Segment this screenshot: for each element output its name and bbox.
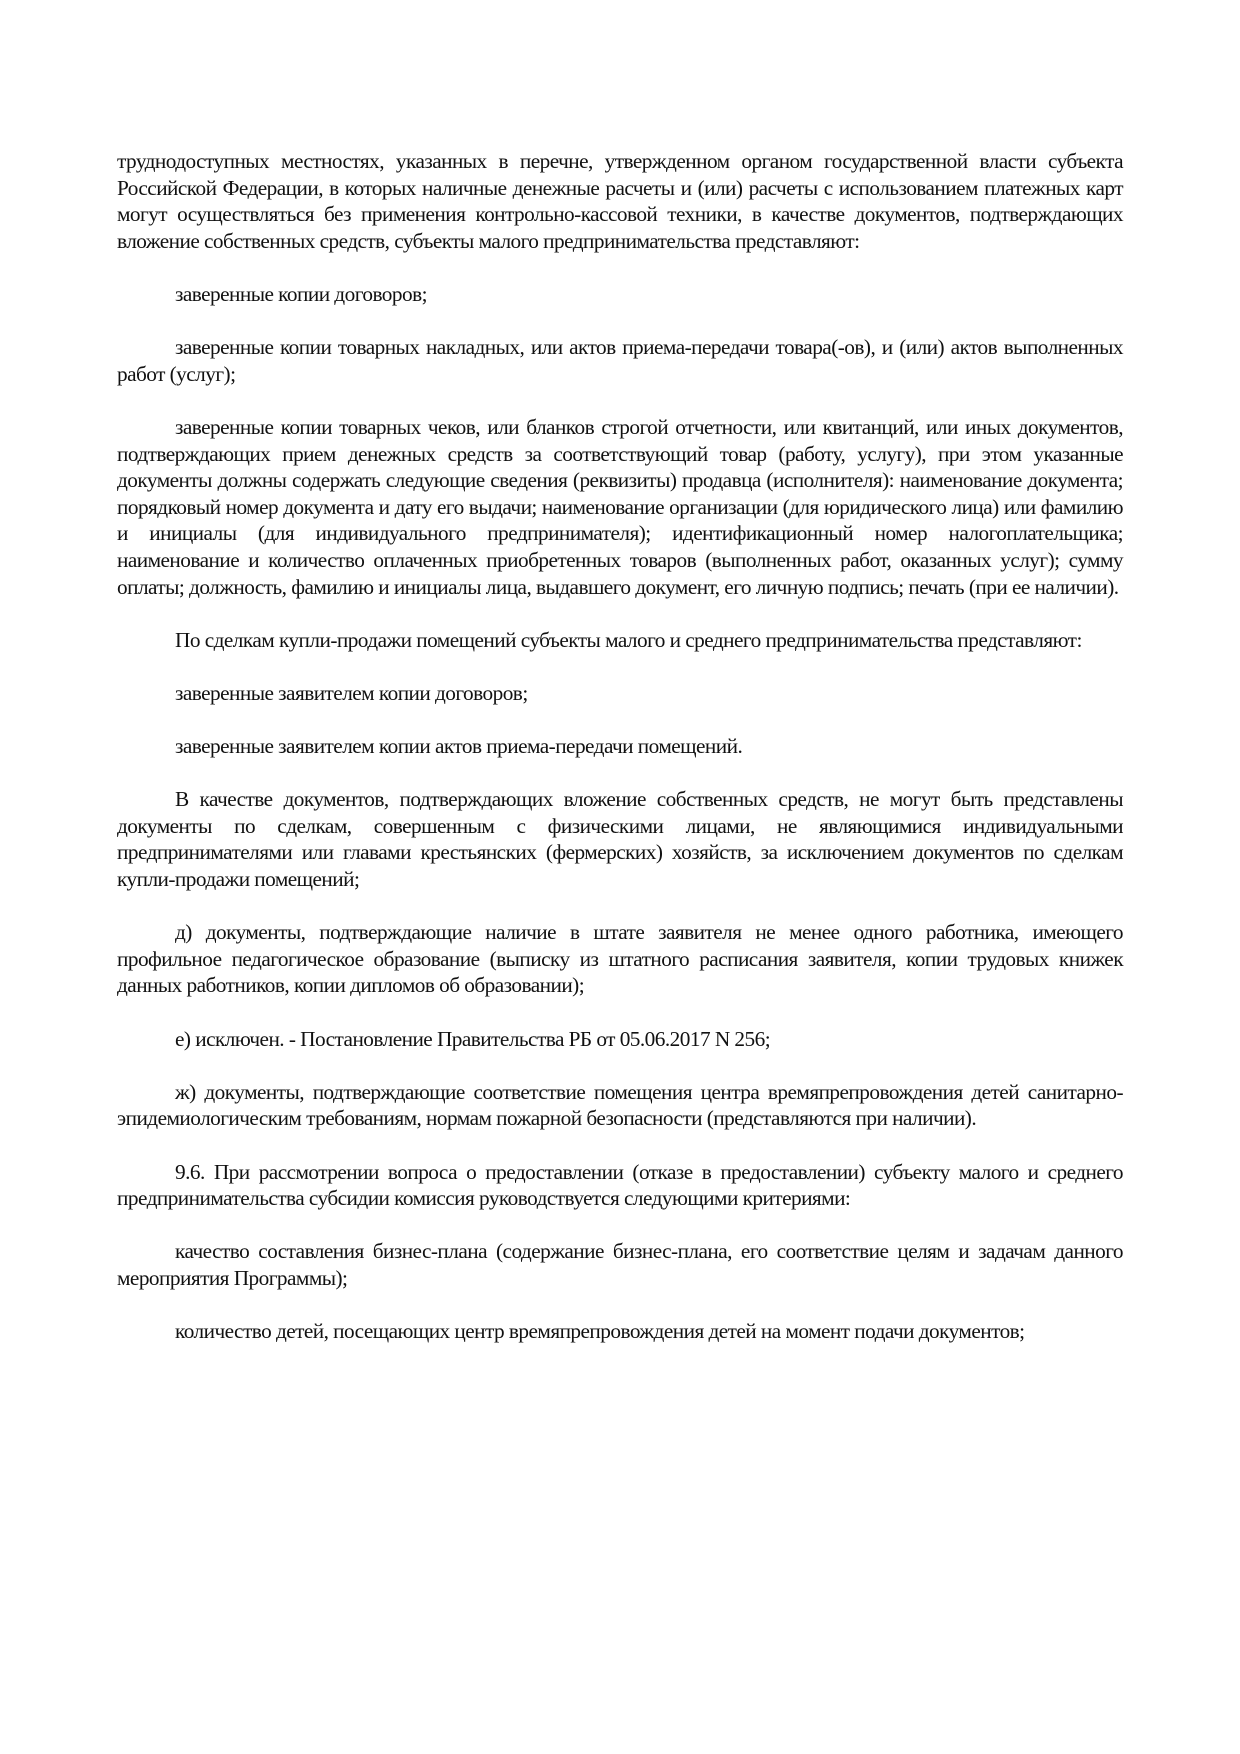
paragraph-continuation: труднодоступных местностях, указанных в перечне, утвержденном органом государственной власти субъекта Российской Федерации, в которых наличные денежные расчеты и (или) расчеты с использованием платежных карт могут осуществляться без применения контрольно-кассовой техники, в качестве документов, подтверждающих вложение собственных средств, субъекты малого предпринимательства представляют: (117, 149, 1123, 253)
paragraph-item-e: е) исключен. - Постановление Правительства РБ от 05.06.2017 N 256; (175, 1026, 771, 1051)
paragraph-list-item: заверенные копии товарных накладных, или актов приема-передачи товара(-ов), и (или) актов выполненных работ (услуг); (117, 335, 1123, 386)
paragraph-list-item: заверенные заявителем копии актов приема-передачи помещений. (175, 734, 743, 759)
paragraph-section-9-6: 9.6. При рассмотрении вопроса о предоставлении (отказе в предоставлении) субъекту малого и среднего предпринимательства субсидии комиссия руководствуется следующими критериями: (117, 1159, 1123, 1211)
paragraph: По сделкам купли-продажи помещений субъекты малого и среднего предпринимательства представляют: (175, 627, 1082, 652)
document-page (117, 148, 1123, 1371)
paragraph: В качестве документов, подтверждающих вложение собственных средств, не могут быть представлены документы по сделкам, совершенным с физическими лицами, не являющимися индивидуальными предпринимателями или главами крестьянских (фермерских) хозяйств, за исключением документов по сделкам купли-продажи помещений; (117, 787, 1123, 892)
paragraph-item-zh: ж) документы, подтверждающие соответствие помещения центра времяпрепровождения детей санитарно-эпидемиологическим требованиям, нормам пожарной безопасности (представляются при наличии). (117, 1079, 1123, 1131)
paragraph-list-item: заверенные копии товарных чеков, или бланков строгой отчетности, или квитанций, или иных документов, подтверждающих прием денежных средств за соответствующий товар (работу, услугу), при этом указанные документы должны содержать следующие сведения (реквизиты) продавца (исполнителя): наименование документа; порядковый номер документа и дату его выдачи; наименование организации (для юридического лица) или фамилию и инициалы (для индивидуального предпринимателя); идентификационный номер налогоплательщика; наименование и количество оплаченных приобретенных товаров (выполненных работ, оказанных услуг); сумму оплаты; должность, фамилию и инициалы лица, выдавшего документ, его личную подпись; печать (при ее наличии). (117, 414, 1123, 599)
paragraph-criterion: качество составления бизнес-плана (содержание бизнес-плана, его соответствие целям и задачам данного мероприятия Программы); (117, 1239, 1123, 1290)
paragraph-list-item: заверенные копии договоров; (175, 281, 427, 306)
paragraph-criterion: количество детей, посещающих центр времяпрепровождения детей на момент подачи документов; (175, 1319, 1025, 1344)
paragraph-list-item: заверенные заявителем копии договоров; (175, 680, 528, 705)
paragraph-item-d: д) документы, подтверждающие наличие в штате заявителя не менее одного работника, имеющего профильное педагогическое образование (выписку из штатного расписания заявителя, копии трудовых книжек данных работников, копии дипломов об образовании); (117, 920, 1123, 998)
